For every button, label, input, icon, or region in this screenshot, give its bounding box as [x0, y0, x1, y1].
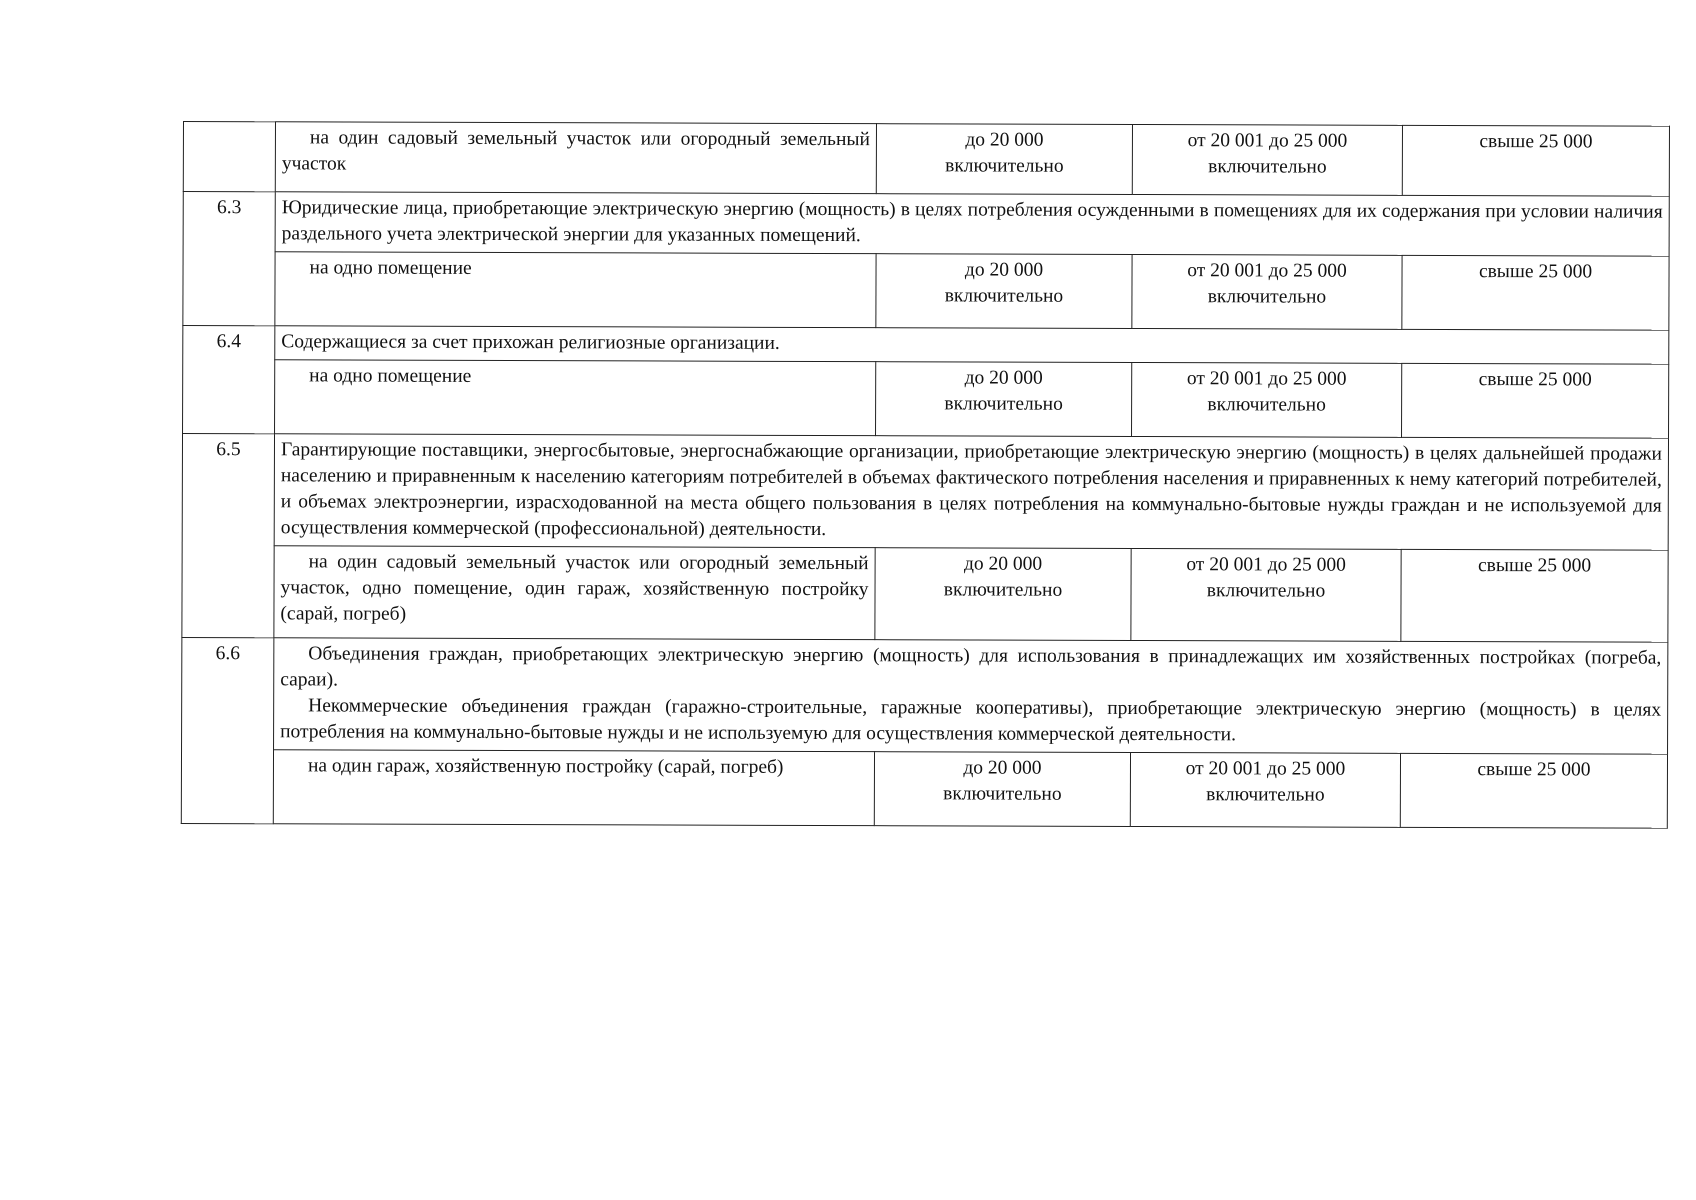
range-low-value: до 20 000 — [965, 129, 1044, 151]
range-low-cell — [876, 124, 1132, 195]
range-low-value: до 20 000 — [963, 757, 1042, 779]
range-low-cell — [876, 362, 1132, 437]
table-row — [183, 252, 1669, 331]
range-mid-note: включительно — [1207, 286, 1327, 308]
range-high-cell: свыше 25 000 — [1400, 753, 1667, 828]
range-low-note: включительно — [944, 285, 1064, 307]
range-mid-note: включительно — [1208, 156, 1327, 178]
table-row — [181, 749, 1667, 828]
category-description-cell: Юридические лица, приобретающие электрическую энергию (мощность) в целях потребления осужденными в помещениях для их содержания при условии наличия раздельного учета электрической энергии для указанных помещений. — [275, 192, 1669, 256]
category-paragraph: Объединения граждан, приобретающих электрическую энергию (мощность) для использования в принадлежащих им хозяйственных постройках (погреба, сараи). — [280, 643, 1662, 691]
item-number-cell — [183, 122, 275, 192]
item-number-cell: 6.6 — [181, 637, 274, 823]
range-low-note: включительно — [945, 155, 1064, 177]
sub-description-cell: на один садовый земельный участок или огородный земельный участок, одно помещение, один гараж, хозяйственную постройку (сарай, погреб) — [274, 546, 875, 640]
range-low-value: до 20 000 — [963, 553, 1043, 575]
range-low-cell — [876, 254, 1132, 329]
range-low-value: до 20 000 — [964, 367, 1043, 389]
category-description-cell: Гарантирующие поставщики, энергосбытовые, энергоснабжающие организации, приобретающие электрическую энергию (мощность) в целях дальнейшей продажи населению и приравненным к населению категориям потребителей в объемах фактического потребления населения и приравненных к нему категорий потребителей, и объемах электроэнергии, израсходованной на места общего пользования в целях потребления на коммунально-бытовые нужды граждан и не используемой для осуществления коммерческой (профессиональной) деятельности. — [274, 434, 1668, 550]
range-high-cell: свыше 25 000 — [1402, 125, 1669, 196]
range-high-cell: свыше 25 000 — [1402, 255, 1669, 330]
range-mid-value: от 20 001 до 25 000 — [1186, 368, 1347, 390]
category-description-cell: Содержащиеся за счет прихожан религиозные организации. — [275, 326, 1669, 364]
range-mid-cell — [1132, 362, 1402, 437]
range-mid-note: включительно — [1206, 784, 1325, 806]
range-low-cell — [875, 548, 1131, 641]
range-low-note: включительно — [943, 579, 1063, 601]
table-row — [182, 637, 1668, 754]
table-row — [183, 122, 1669, 197]
sub-description-cell: на один садовый земельный участок или огородный земельный участок — [275, 122, 876, 194]
table-row — [183, 192, 1669, 257]
sub-description-cell: на одно помещение — [275, 360, 876, 436]
range-low-note: включительно — [944, 393, 1063, 415]
range-mid-cell — [1131, 548, 1401, 641]
range-high-cell: свыше 25 000 — [1402, 363, 1669, 438]
category-paragraph: Некоммерческие объединения граждан (гаражно-строительные, гаражные кооперативы), приобретающие электрическую энергию (мощность) в целях потребления на коммунально-бытовые нужды и не используемую для осуществления коммерческой деятельности. — [280, 695, 1662, 746]
range-mid-note: включительно — [1207, 394, 1326, 416]
item-number-cell: 6.5 — [182, 434, 275, 638]
range-mid-note: включительно — [1206, 580, 1326, 602]
sub-description-cell: на одно помещение — [275, 252, 876, 328]
tariff-table — [181, 121, 1670, 829]
range-low-note: включительно — [943, 783, 1062, 805]
table-row — [182, 545, 1668, 642]
range-mid-value: от 20 001 до 25 000 — [1185, 758, 1346, 780]
range-mid-value: от 20 001 до 25 000 — [1186, 554, 1346, 576]
range-mid-cell — [1130, 752, 1400, 827]
category-description-cell — [274, 638, 1668, 754]
range-high-cell: свыше 25 000 — [1401, 549, 1668, 642]
item-number-cell: 6.3 — [183, 192, 275, 326]
item-number-cell: 6.4 — [183, 326, 275, 434]
table-row — [182, 434, 1668, 551]
range-mid-cell — [1132, 254, 1402, 329]
table-row — [183, 326, 1669, 365]
range-mid-value: от 20 001 до 25 000 — [1187, 130, 1348, 152]
range-mid-cell — [1132, 124, 1402, 195]
range-low-value: до 20 000 — [964, 259, 1044, 281]
sub-description-cell: на один гараж, хозяйственную постройку (сарай, погреб) — [273, 750, 874, 826]
range-mid-value: от 20 001 до 25 000 — [1187, 260, 1347, 282]
table-row — [183, 360, 1669, 439]
range-low-cell — [874, 752, 1130, 827]
